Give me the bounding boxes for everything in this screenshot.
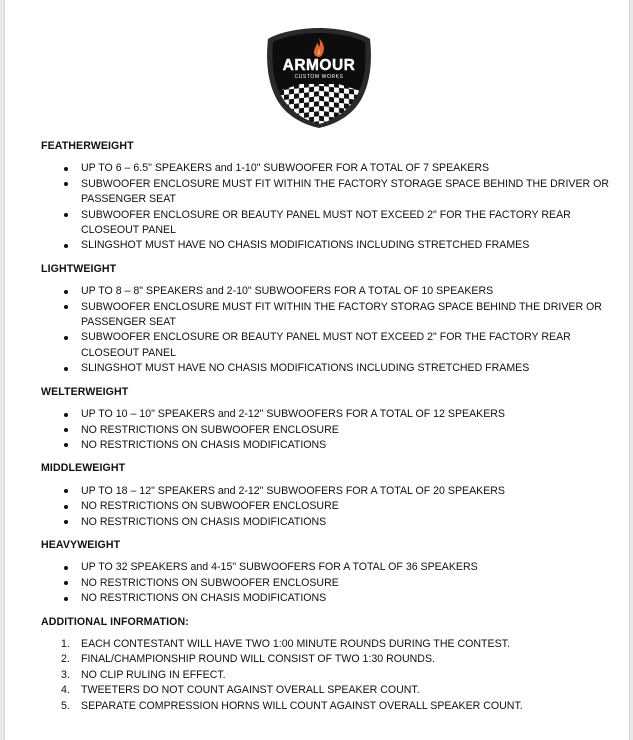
section-welterweight [41, 385, 613, 454]
list-number: 3. [61, 668, 70, 681]
list-item-text: NO CLIP RULING IN EFFECT. [81, 668, 226, 681]
section-title: FEATHERWEIGHT [41, 140, 134, 152]
list-item [61, 683, 613, 698]
list-item: SUBWOOFER ENCLOSURE MUST FIT WITHIN THE FACTORY STORAGE SPACE BEHIND THE DRIVER OR PASSENGER SEAT [81, 177, 613, 208]
bullet-list [41, 284, 613, 376]
list-item [61, 637, 613, 652]
list-item: SUBWOOFER ENCLOSURE OR BEAUTY PANEL MUST NOT EXCEED 2" FOR THE FACTORY REAR CLOSEOUT PANEL [81, 330, 613, 361]
list-item: SLINGSHOT MUST HAVE NO CHASIS MODIFICATIONS INCLUDING STRETCHED FRAMES [81, 361, 613, 376]
list-item: NO RESTRICTIONS ON SUBWOOFER ENCLOSURE [81, 423, 613, 438]
list-number: 2. [61, 653, 70, 666]
section-title: WELTERWEIGHT [41, 385, 129, 398]
list-item-text: EACH CONTESTANT WILL HAVE TWO 1:00 MINUTE ROUNDS DURING THE CONTEST. [81, 637, 510, 650]
list-item: UP TO 8 – 8" SPEAKERS and 2-10" SUBWOOFERS FOR A TOTAL OF 10 SPEAKERS [81, 284, 613, 299]
logo-tagline-text: CUSTOM WORKS [294, 74, 344, 80]
list-item-text: SEPARATE COMPRESSION HORNS WILL COUNT AGAINST OVERALL SPEAKER COUNT. [81, 699, 523, 712]
section-title: HEAVYWEIGHT [41, 538, 121, 551]
list-item: UP TO 18 – 12" SPEAKERS and 2-12" SUBWOOFERS FOR A TOTAL OF 20 SPEAKERS [81, 484, 613, 499]
section-lightweight [41, 262, 613, 377]
list-item: SUBWOOFER ENCLOSURE OR BEAUTY PANEL MUST NOT EXCEED 2" FOR THE FACTORY REAR CLOSEOUT PANEL [81, 208, 613, 239]
list-item: NO RESTRICTIONS ON CHASIS MODIFICATIONS [81, 591, 613, 606]
numbered-list [41, 637, 613, 714]
list-item: SUBWOOFER ENCLOSURE MUST FIT WITHIN THE FACTORY STORAG SPACE BEHIND THE DRIVER OR PASSENGER SEAT [81, 300, 613, 331]
list-number: 1. [61, 637, 70, 650]
list-item: UP TO 32 SPEAKERS and 4-15" SUBWOOFERS FOR A TOTAL OF 36 SPEAKERS [81, 560, 613, 575]
section-title: ADDITIONAL INFORMATION: [41, 615, 189, 628]
list-number: 5. [61, 699, 70, 712]
document-page [4, 0, 630, 740]
rules-content [41, 139, 613, 714]
logo-brand-text: ARMOUR [282, 57, 356, 74]
section-additional-information [41, 615, 613, 714]
section-title: MIDDLEWEIGHT [41, 462, 126, 475]
list-item: NO RESTRICTIONS ON CHASIS MODIFICATIONS [81, 438, 613, 453]
section-title: LIGHTWEIGHT [41, 262, 117, 275]
bullet-list [41, 161, 613, 253]
section-featherweight [41, 139, 613, 254]
section-middleweight [41, 461, 613, 530]
list-item: UP TO 6 – 6.5" SPEAKERS and 1-10" SUBWOOFER FOR A TOTAL OF 7 SPEAKERS [81, 161, 613, 176]
list-item: NO RESTRICTIONS ON SUBWOOFER ENCLOSURE [81, 576, 613, 591]
list-number: 4. [61, 684, 70, 697]
bullet-list [41, 407, 613, 453]
bullet-list [41, 484, 613, 530]
list-item-text: FINAL/CHAMPIONSHIP ROUND WILL CONSIST OF TWO 1:30 ROUNDS. [81, 653, 435, 666]
list-item-text: TWEETERS DO NOT COUNT AGAINST OVERALL SPEAKER COUNT. [81, 684, 420, 697]
bullet-list [41, 560, 613, 606]
list-item: NO RESTRICTIONS ON SUBWOOFER ENCLOSURE [81, 499, 613, 514]
list-item [61, 699, 613, 714]
list-item [61, 668, 613, 683]
section-heavyweight [41, 538, 613, 607]
list-item: UP TO 10 – 10" SPEAKERS and 2-12" SUBWOOFERS FOR A TOTAL OF 12 SPEAKERS [81, 407, 613, 422]
list-item: SLINGSHOT MUST HAVE NO CHASIS MODIFICATIONS INCLUDING STRETCHED FRAMES [81, 238, 613, 253]
list-item: NO RESTRICTIONS ON CHASIS MODIFICATIONS [81, 515, 613, 530]
list-item [61, 652, 613, 667]
armour-logo [264, 26, 374, 128]
